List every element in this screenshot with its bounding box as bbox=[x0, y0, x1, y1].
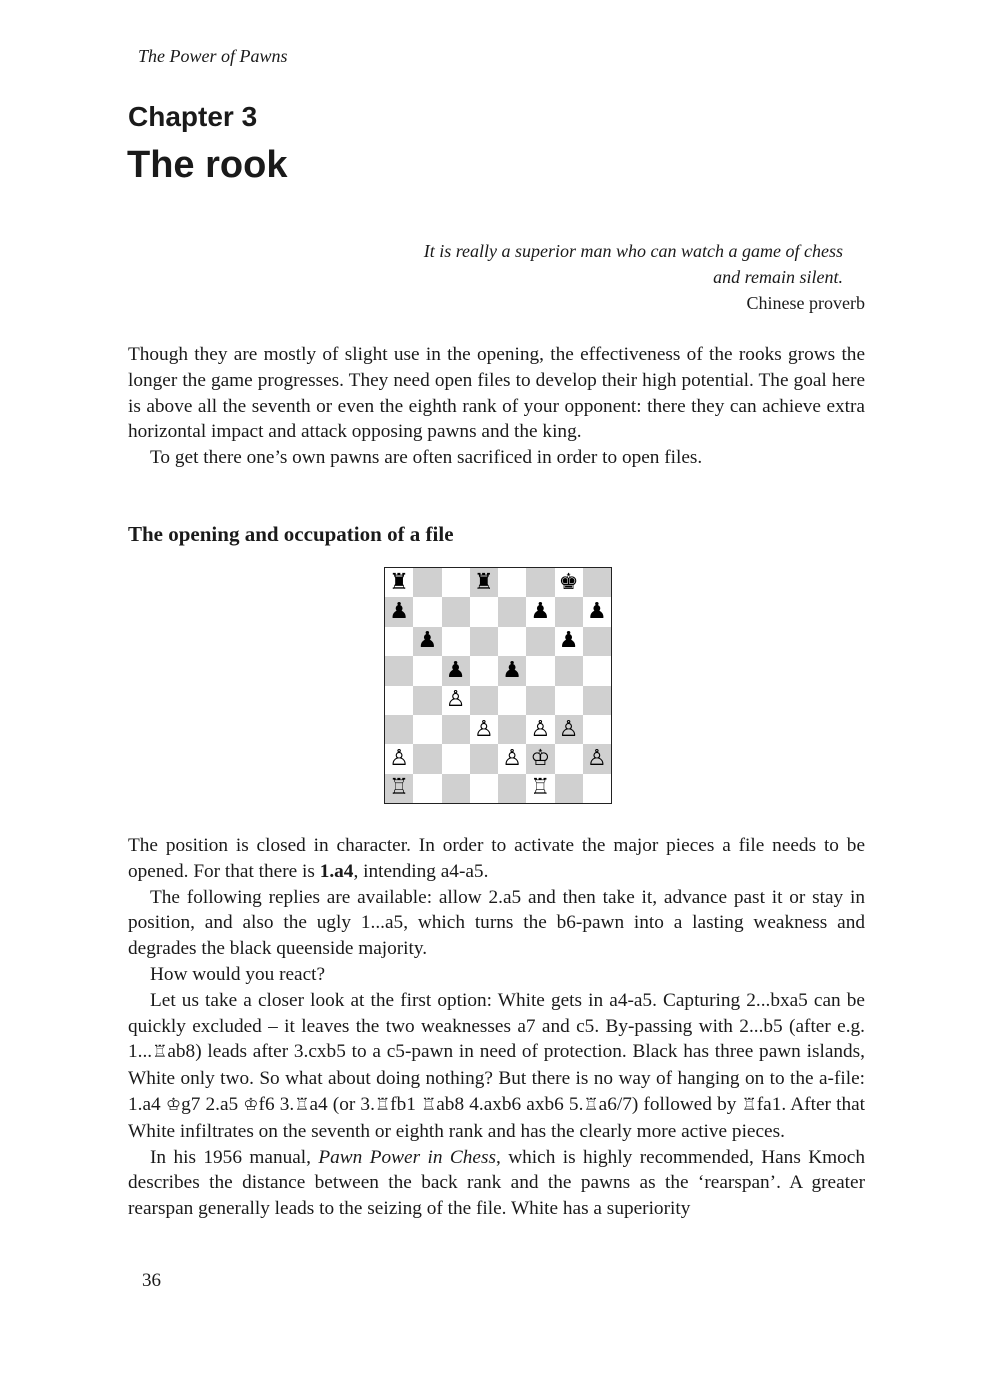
rook-figurine-icon: ♖ bbox=[741, 1094, 757, 1115]
body-text-run: Let us take a closer look at the first option: White gets in a4-a5. Capturing 2...bxa5 can be quickly excluded – it leaves the two weaknesses a7 and c5. By-passing with 2...b5 (after e.g. 1... bbox=[128, 989, 865, 1063]
board-square bbox=[555, 597, 583, 626]
chapter-title: The rook bbox=[127, 144, 288, 186]
king-figurine-icon: ♔ bbox=[243, 1094, 259, 1115]
body-text-run: g7 2.a5 bbox=[181, 1093, 244, 1115]
move-bold: 1.a4 bbox=[319, 860, 354, 882]
board-square: ♟ bbox=[498, 656, 526, 685]
board-square bbox=[442, 568, 470, 597]
board-square: ♟ bbox=[442, 656, 470, 685]
board-square: ♙ bbox=[385, 744, 413, 773]
board-square bbox=[470, 774, 498, 803]
board-square bbox=[555, 774, 583, 803]
board-square: ♟ bbox=[526, 597, 554, 626]
board-square bbox=[583, 656, 611, 685]
board-square: ♙ bbox=[498, 744, 526, 773]
rook-figurine-icon: ♖ bbox=[294, 1094, 310, 1115]
intro-text bbox=[128, 342, 865, 471]
board-square bbox=[498, 627, 526, 656]
chapter-number: Chapter 3 bbox=[128, 101, 258, 132]
board-square bbox=[470, 627, 498, 656]
board-square: ♟ bbox=[555, 627, 583, 656]
body-text-run: , which is highly recommended, Hans Kmoch describes the distance between the back rank and the pawns as the ‘rearspan’. A greater rearspan generally leads to the seizing of the file. White has a superiority bbox=[128, 1146, 866, 1220]
body-text-run: fa1. After that White infiltrates on the seventh or eighth rank and has the clearly more active pieces. bbox=[128, 1093, 866, 1142]
board-square: ♙ bbox=[555, 715, 583, 744]
board-square: ♙ bbox=[526, 715, 554, 744]
board-square: ♙ bbox=[470, 715, 498, 744]
rook-figurine-icon: ♖ bbox=[421, 1094, 437, 1115]
board-square bbox=[470, 656, 498, 685]
board-square bbox=[526, 656, 554, 685]
board-square: ♟ bbox=[385, 597, 413, 626]
board-square bbox=[555, 686, 583, 715]
intro-paragraph-1: Though they are mostly of slight use in the opening, the effectiveness of the rooks grows the longer the game progresses. They need open files to develop their high potential. The goal here is above all the seventh or even the eighth rank of your opponent: there they can achieve extra horizontal impact and attack opposing pawns and the king. bbox=[128, 344, 865, 443]
chess-diagram bbox=[384, 567, 612, 804]
board-square bbox=[413, 686, 441, 715]
board-square bbox=[555, 656, 583, 685]
board-square: ♜ bbox=[385, 568, 413, 597]
body-text-run: a6/7) followed by bbox=[598, 1093, 742, 1115]
body-text-run: In his 1956 manual, bbox=[150, 1146, 319, 1168]
board-square bbox=[498, 686, 526, 715]
board-square bbox=[442, 744, 470, 773]
board-square bbox=[413, 597, 441, 626]
board-square bbox=[385, 627, 413, 656]
board-square: ♟ bbox=[583, 597, 611, 626]
board-square bbox=[385, 715, 413, 744]
epigraph-line-2: and remain silent. bbox=[713, 267, 843, 287]
king-figurine-icon: ♔ bbox=[165, 1094, 182, 1115]
running-head: The Power of Pawns bbox=[138, 46, 288, 66]
body-text bbox=[128, 833, 865, 1222]
body-paragraph-5 bbox=[128, 1145, 865, 1222]
board-square bbox=[470, 744, 498, 773]
board-square bbox=[498, 568, 526, 597]
board-square bbox=[583, 686, 611, 715]
board-square bbox=[583, 715, 611, 744]
body-paragraph-4 bbox=[128, 988, 865, 1145]
board-square: ♜ bbox=[470, 568, 498, 597]
rook-figurine-icon: ♖ bbox=[374, 1094, 391, 1115]
book-title: Pawn Power in Chess bbox=[318, 1146, 496, 1168]
board-square bbox=[442, 597, 470, 626]
board-square bbox=[385, 686, 413, 715]
board-square: ♙ bbox=[583, 744, 611, 773]
board-square bbox=[442, 715, 470, 744]
board-square bbox=[470, 686, 498, 715]
body-text-run: f6 3. bbox=[258, 1093, 295, 1115]
body-text-run: a4 (or 3. bbox=[309, 1093, 375, 1115]
rook-figurine-icon: ♖ bbox=[152, 1042, 168, 1063]
board-square bbox=[442, 774, 470, 803]
board-square bbox=[442, 627, 470, 656]
board-square bbox=[526, 627, 554, 656]
epigraph-source: Chinese proverb bbox=[746, 293, 865, 313]
board-square: ♔ bbox=[526, 744, 554, 773]
board-square bbox=[555, 744, 583, 773]
board-square bbox=[413, 744, 441, 773]
body-paragraph-3: How would you react? bbox=[150, 963, 326, 985]
body-paragraph-1 bbox=[128, 833, 865, 885]
board-square bbox=[413, 656, 441, 685]
board-square bbox=[413, 774, 441, 803]
board-square bbox=[583, 774, 611, 803]
board-square bbox=[526, 686, 554, 715]
body-text-run: fb1 bbox=[390, 1093, 421, 1115]
board-square bbox=[583, 627, 611, 656]
board-square bbox=[498, 715, 526, 744]
body-text-run: The position is closed in character. In order to activate the major pieces a file needs to be opened. For that there is bbox=[128, 835, 865, 882]
rook-figurine-icon: ♖ bbox=[583, 1094, 599, 1115]
body-text-run: ab8) leads after 3.cxb5 to a c5-pawn in need of protection. Black has three pawn islands, White only two. So what about doing nothing? But there is no way of hanging on to the a-file: 1.a4 bbox=[128, 1041, 865, 1115]
body-paragraph-2: The following replies are available: allow 2.a5 and then take it, advance past it or stay in position, and also the ugly 1...a5, which turns the b6-pawn into a lasting weakness and degrades the black queenside majority. bbox=[128, 886, 865, 960]
epigraph-line-1: It is really a superior man who can watch a game of chess bbox=[423, 241, 843, 261]
board-square bbox=[385, 656, 413, 685]
board-square bbox=[583, 568, 611, 597]
board-square bbox=[498, 597, 526, 626]
epigraph bbox=[345, 238, 865, 316]
board-square: ♖ bbox=[385, 774, 413, 803]
board-square bbox=[498, 774, 526, 803]
board-square bbox=[413, 715, 441, 744]
board-square: ♟ bbox=[413, 627, 441, 656]
board-square: ♖ bbox=[526, 774, 554, 803]
board-square bbox=[413, 568, 441, 597]
board-square bbox=[470, 597, 498, 626]
board-square: ♚ bbox=[555, 568, 583, 597]
board-square: ♙ bbox=[442, 686, 470, 715]
body-text-run: ab8 4.axb6 axb6 5. bbox=[436, 1093, 584, 1115]
intro-paragraph-2: To get there one’s own pawns are often sacrificed in order to open files. bbox=[150, 447, 703, 469]
page-number: 36 bbox=[142, 1270, 161, 1291]
body-text-run: , intending a4-a5. bbox=[353, 860, 489, 882]
section-heading: The opening and occupation of a file bbox=[128, 522, 454, 546]
board-square bbox=[526, 568, 554, 597]
